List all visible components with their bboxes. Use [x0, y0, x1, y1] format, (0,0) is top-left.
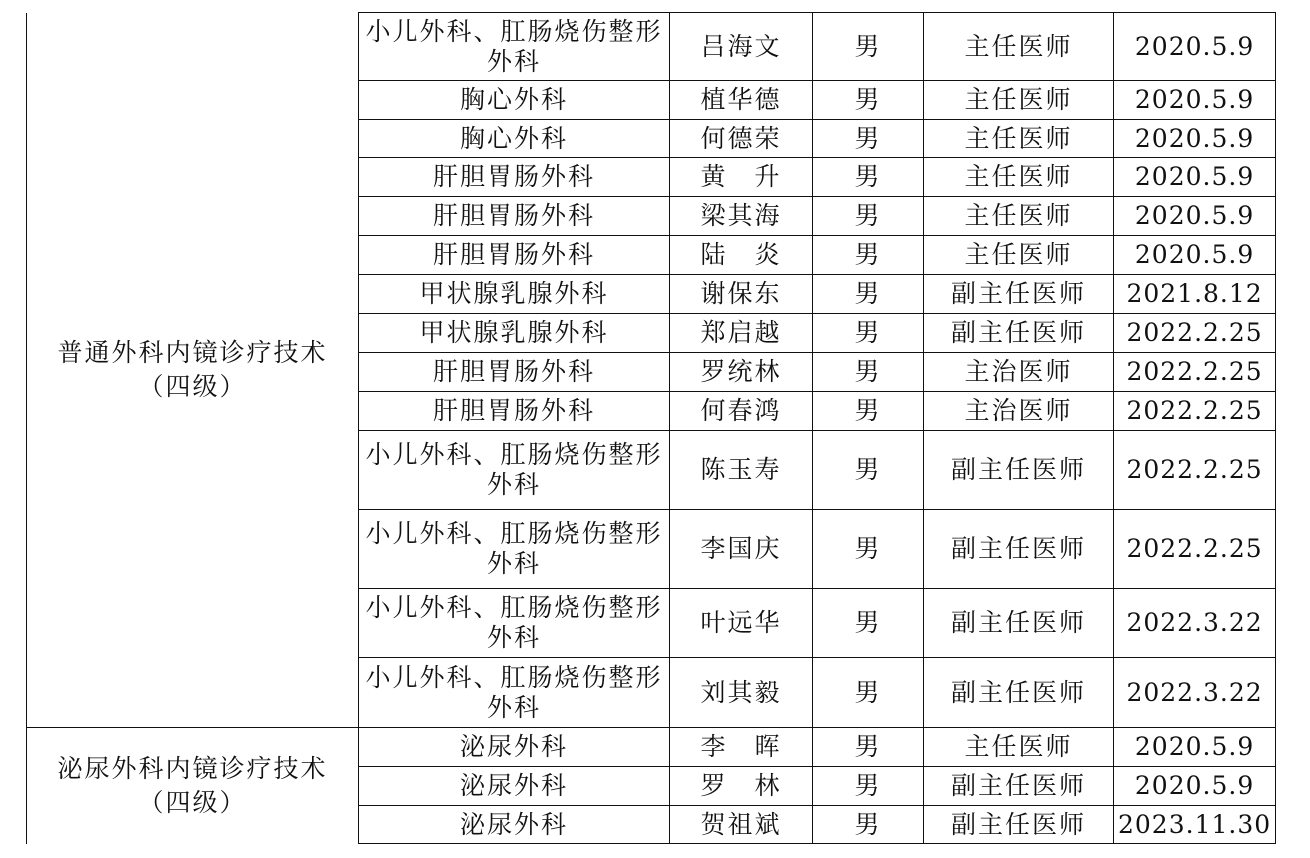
dept-cell: 肝胆胃肠外科 [359, 197, 670, 236]
gender-cell: 男 [813, 510, 924, 589]
name-cell: 贺祖斌 [670, 806, 813, 844]
title-cell: 主任医师 [924, 197, 1114, 236]
gender-cell: 男 [813, 806, 924, 844]
dept-cell: 泌尿外科 [359, 806, 670, 844]
name-cell: 植华德 [670, 81, 813, 120]
dept-cell: 肝胆胃肠外科 [359, 392, 670, 431]
date-cell: 2020.5.9 [1114, 158, 1276, 197]
date-cell: 2022.2.25 [1114, 353, 1276, 392]
name-cell: 叶远华 [670, 589, 813, 658]
gender-cell: 男 [813, 236, 924, 275]
name-cell: 谢保东 [670, 275, 813, 314]
gender-cell: 男 [813, 353, 924, 392]
name-cell: 何春鸿 [670, 392, 813, 431]
title-cell: 副主任医师 [924, 275, 1114, 314]
gender-cell: 男 [813, 275, 924, 314]
title-cell: 主任医师 [924, 728, 1114, 767]
title-cell: 主任医师 [924, 236, 1114, 275]
technique-label: 普通外科内镜诊疗技术（四级） [57, 337, 328, 401]
name-cell: 吕海文 [670, 13, 813, 81]
title-cell: 主治医师 [924, 392, 1114, 431]
date-cell: 2022.2.25 [1114, 392, 1276, 431]
gender-cell: 男 [813, 314, 924, 353]
date-cell: 2020.5.9 [1114, 81, 1276, 120]
technique-cell [27, 728, 359, 844]
dept-cell: 肝胆胃肠外科 [359, 236, 670, 275]
dept-cell: 小儿外科、肛肠烧伤整形外科 [359, 589, 670, 658]
name-cell: 郑启越 [670, 314, 813, 353]
date-cell: 2022.3.22 [1114, 589, 1276, 658]
dept-cell: 胸心外科 [359, 120, 670, 158]
dept-cell: 小儿外科、肛肠烧伤整形外科 [359, 13, 670, 81]
date-cell: 2020.5.9 [1114, 767, 1276, 806]
table-row [27, 728, 1276, 767]
gender-cell: 男 [813, 392, 924, 431]
name-cell: 何德荣 [670, 120, 813, 158]
title-cell: 主治医师 [924, 353, 1114, 392]
date-cell: 2020.5.9 [1114, 120, 1276, 158]
title-cell: 主任医师 [924, 81, 1114, 120]
dept-cell: 泌尿外科 [359, 767, 670, 806]
title-cell: 副主任医师 [924, 510, 1114, 589]
technique-label: 泌尿外科内镜诊疗技术（四级） [57, 753, 328, 817]
name-cell: 黄 升 [670, 158, 813, 197]
date-cell: 2020.5.9 [1114, 13, 1276, 81]
dept-cell: 小儿外科、肛肠烧伤整形外科 [359, 431, 670, 510]
name-cell: 李 晖 [670, 728, 813, 767]
title-cell: 副主任医师 [924, 658, 1114, 728]
date-cell: 2020.5.9 [1114, 197, 1276, 236]
dept-cell: 肝胆胃肠外科 [359, 353, 670, 392]
title-cell: 主任医师 [924, 120, 1114, 158]
date-cell: 2023.11.30 [1114, 806, 1276, 844]
name-cell: 梁其海 [670, 197, 813, 236]
dept-cell: 甲状腺乳腺外科 [359, 275, 670, 314]
name-cell: 刘其毅 [670, 658, 813, 728]
date-cell: 2020.5.9 [1114, 728, 1276, 767]
gender-cell: 男 [813, 158, 924, 197]
gender-cell: 男 [813, 658, 924, 728]
date-cell: 2022.2.25 [1114, 510, 1276, 589]
gender-cell: 男 [813, 589, 924, 658]
gender-cell: 男 [813, 81, 924, 120]
gender-cell: 男 [813, 431, 924, 510]
date-cell: 2021.8.12 [1114, 275, 1276, 314]
date-cell: 2022.3.22 [1114, 658, 1276, 728]
dept-cell: 小儿外科、肛肠烧伤整形外科 [359, 658, 670, 728]
gender-cell: 男 [813, 120, 924, 158]
title-cell: 主任医师 [924, 13, 1114, 81]
title-cell: 副主任医师 [924, 431, 1114, 510]
date-cell: 2022.2.25 [1114, 314, 1276, 353]
dept-cell: 小儿外科、肛肠烧伤整形外科 [359, 510, 670, 589]
dept-cell: 肝胆胃肠外科 [359, 158, 670, 197]
title-cell: 副主任医师 [924, 314, 1114, 353]
table-row [27, 13, 1276, 81]
name-cell: 李国庆 [670, 510, 813, 589]
gender-cell: 男 [813, 197, 924, 236]
title-cell: 副主任医师 [924, 767, 1114, 806]
date-cell: 2020.5.9 [1114, 236, 1276, 275]
gender-cell: 男 [813, 728, 924, 767]
doctor-authorization-table [26, 12, 1276, 844]
dept-cell: 胸心外科 [359, 81, 670, 120]
date-cell: 2022.2.25 [1114, 431, 1276, 510]
name-cell: 罗 林 [670, 767, 813, 806]
name-cell: 罗统林 [670, 353, 813, 392]
gender-cell: 男 [813, 767, 924, 806]
title-cell: 副主任医师 [924, 806, 1114, 844]
technique-cell [27, 13, 359, 728]
name-cell: 陆 炎 [670, 236, 813, 275]
dept-cell: 甲状腺乳腺外科 [359, 314, 670, 353]
gender-cell: 男 [813, 13, 924, 81]
name-cell: 陈玉寿 [670, 431, 813, 510]
title-cell: 副主任医师 [924, 589, 1114, 658]
dept-cell: 泌尿外科 [359, 728, 670, 767]
title-cell: 主任医师 [924, 158, 1114, 197]
